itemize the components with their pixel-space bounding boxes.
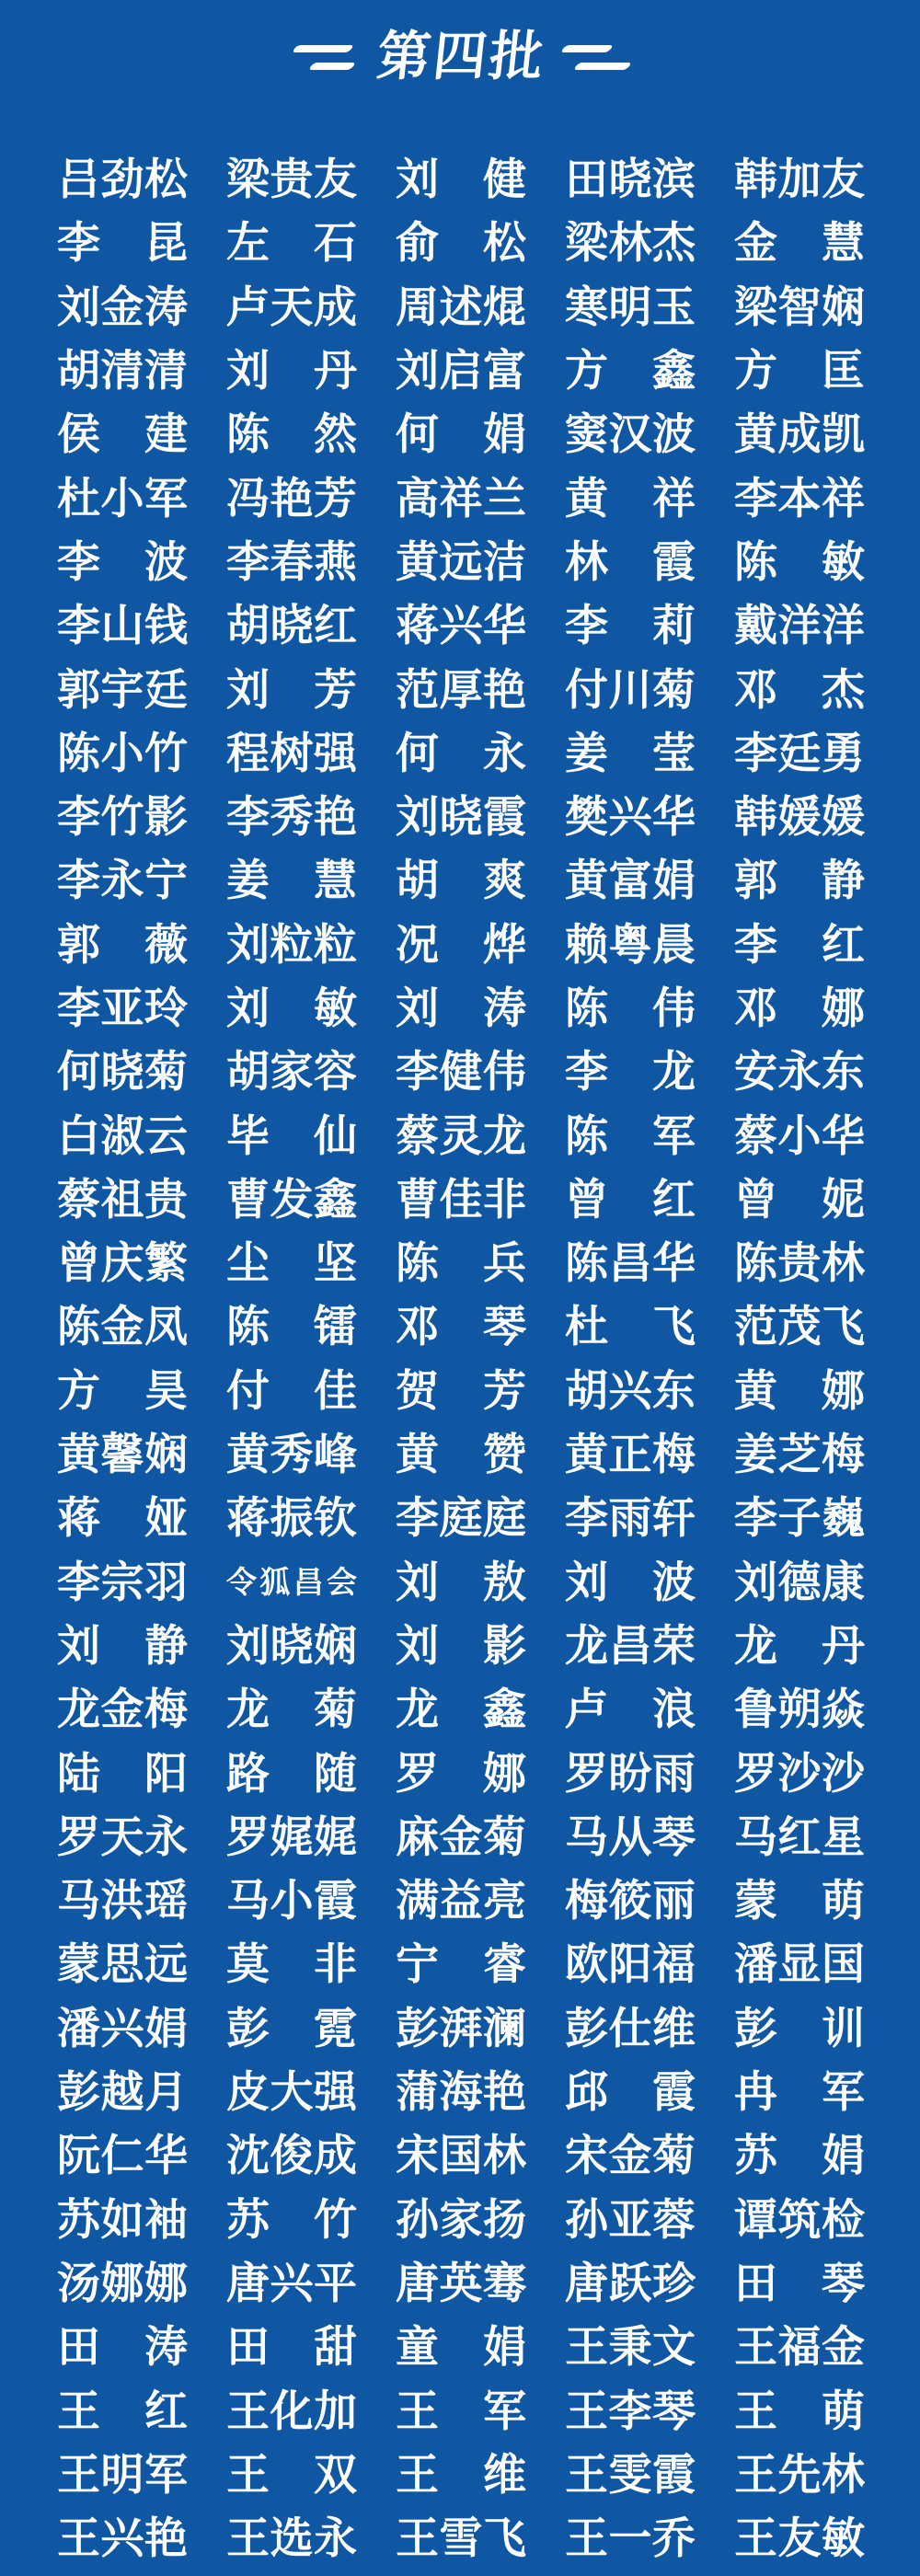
name-cell: 曾 妮 <box>734 1176 865 1225</box>
name-cell: 李 红 <box>734 921 865 970</box>
name-cell: 窦 汉 波 <box>565 411 696 460</box>
name-cell: 唐 跃 珍 <box>565 2260 696 2308</box>
name-cell: 李 龙 <box>565 1049 696 1098</box>
name-cell: 姜 莹 <box>565 730 696 778</box>
name-cell: 刘 丹 <box>226 348 357 397</box>
name-cell: 邓 娜 <box>734 985 865 1033</box>
name-cell: 王 李 琴 <box>565 2387 696 2436</box>
name-cell: 寒 明 玉 <box>565 283 696 332</box>
name-cell: 麻 金 菊 <box>396 1813 526 1862</box>
name-cell: 黄 正 梅 <box>565 1432 696 1480</box>
name-cell: 欧 阳 福 <box>565 1941 696 1990</box>
name-cell: 贺 芳 <box>396 1367 526 1416</box>
name-cell: 曾 庆 繁 <box>57 1240 188 1289</box>
name-cell: 苏 竹 <box>226 2196 357 2245</box>
name-cell: 王 萌 <box>734 2387 865 2436</box>
name-cell: 付 佳 <box>226 1367 357 1416</box>
name-cell: 罗 盼 雨 <box>565 1750 696 1799</box>
name-cell: 俞 松 <box>396 220 526 269</box>
name-cell: 陈 小 竹 <box>57 730 188 778</box>
name-cell: 马 洪 瑶 <box>57 1878 188 1926</box>
name-cell: 苏 娟 <box>734 2133 865 2181</box>
name-cell: 蒙 思 远 <box>57 1941 188 1990</box>
name-cell: 唐 兴 平 <box>226 2260 357 2308</box>
name-cell: 龙 菊 <box>226 1686 357 1735</box>
name-cell: 王 化 加 <box>226 2387 357 2436</box>
name-cell: 王 福 金 <box>734 2324 865 2373</box>
name-cell: 何 永 <box>396 730 526 778</box>
name-cell: 刘 德 康 <box>734 1558 865 1607</box>
name-cell: 胡 兴 东 <box>565 1367 696 1416</box>
name-cell: 蔡 灵 龙 <box>396 1112 526 1161</box>
page-title: 第四批 <box>374 27 549 86</box>
name-cell: 梁 贵 友 <box>226 156 357 205</box>
name-cell: 高 祥 兰 <box>396 475 526 523</box>
name-cell: 李 本 祥 <box>734 475 865 523</box>
name-cell: 邱 霞 <box>565 2069 696 2118</box>
name-cell: 潘 兴 娟 <box>57 2005 188 2053</box>
name-cell: 黄 赞 <box>396 1432 526 1480</box>
name-cell: 蒲 海 艳 <box>396 2069 526 2118</box>
name-cell: 彭 仕 维 <box>565 2005 696 2053</box>
name-cell: 李 宗 羽 <box>57 1558 188 1607</box>
name-cell: 罗 沙 沙 <box>734 1750 865 1799</box>
name-cell: 何 晓 菊 <box>57 1049 188 1098</box>
name-cell: 梁 林 杰 <box>565 220 696 269</box>
name-cell: 韩 媛 媛 <box>734 794 865 843</box>
name-cell: 杜 飞 <box>565 1304 696 1352</box>
speed-lines-right-icon <box>569 45 622 70</box>
name-cell: 童 娟 <box>396 2324 526 2373</box>
name-cell: 龙 鑫 <box>396 1686 526 1735</box>
name-cell: 田 琴 <box>734 2260 865 2308</box>
name-cell: 王 兴 艳 <box>57 2515 188 2564</box>
name-cell: 李 廷 勇 <box>734 730 865 778</box>
name-cell: 刘 波 <box>565 1558 696 1607</box>
name-cell: 莫 非 <box>226 1941 357 1990</box>
name-cell: 阮 仁 华 <box>57 2133 188 2181</box>
name-cell: 戴 洋 洋 <box>734 603 865 651</box>
name-cell: 龙 昌 荣 <box>565 1622 696 1671</box>
name-cell: 胡 晓 红 <box>226 603 357 651</box>
name-cell: 吕 劲 松 <box>57 156 188 205</box>
name-cell: 况 烨 <box>396 921 526 970</box>
name-cell: 何 娟 <box>396 411 526 460</box>
header <box>0 0 920 105</box>
name-cell: 尘 坚 <box>226 1240 357 1289</box>
name-cell: 陈 伟 <box>565 985 696 1033</box>
name-cell: 王 军 <box>396 2387 526 2436</box>
name-cell: 王 先 林 <box>734 2451 865 2500</box>
name-cell: 方 鑫 <box>565 348 696 397</box>
name-cell: 李 山 钱 <box>57 603 188 651</box>
name-cell: 刘 晓 娴 <box>226 1622 357 1671</box>
name-cell: 周 述 焜 <box>396 283 526 332</box>
batch-title <box>298 27 621 86</box>
name-cell: 满 益 亮 <box>396 1878 526 1926</box>
name-cell: 蒋 娅 <box>57 1495 188 1544</box>
name-cell: 左 石 <box>226 220 357 269</box>
name-cell: 刘 敏 <box>226 985 357 1033</box>
name-cell: 令 狐 昌 会 <box>226 1566 357 1600</box>
name-cell: 陈 金 凤 <box>57 1304 188 1352</box>
name-cell: 安 永 东 <box>734 1049 865 1098</box>
name-cell: 王 红 <box>57 2387 188 2436</box>
name-cell: 姜 慧 <box>226 857 357 906</box>
name-cell: 沈 俊 成 <box>226 2133 357 2181</box>
name-cell: 蔡 小 华 <box>734 1112 865 1161</box>
name-cell: 李 波 <box>57 538 188 587</box>
name-cell: 彭 训 <box>734 2005 865 2053</box>
name-cell: 李 雨 轩 <box>565 1495 696 1544</box>
name-cell: 王 一 乔 <box>565 2515 696 2564</box>
name-cell: 唐 英 骞 <box>396 2260 526 2308</box>
name-grid <box>57 149 865 2571</box>
name-cell: 林 霞 <box>565 538 696 587</box>
name-cell: 蔡 祖 贵 <box>57 1176 188 1225</box>
name-cell: 胡 爽 <box>396 857 526 906</box>
name-cell: 黄 馨 娴 <box>57 1432 188 1480</box>
name-cell: 陆 阳 <box>57 1750 188 1799</box>
name-cell: 白 淑 云 <box>57 1112 188 1161</box>
name-cell: 刘 芳 <box>226 666 357 715</box>
name-cell: 马 小 霞 <box>226 1878 357 1926</box>
name-cell: 姜 芝 梅 <box>734 1432 865 1480</box>
name-cell: 孙 亚 蓉 <box>565 2196 696 2245</box>
name-cell: 王 选 永 <box>226 2515 357 2564</box>
name-cell: 马 红 星 <box>734 1813 865 1862</box>
name-cell: 田 涛 <box>57 2324 188 2373</box>
name-cell: 宋 金 菊 <box>565 2133 696 2181</box>
name-cell: 皮 大 强 <box>226 2069 357 2118</box>
name-cell: 冉 军 <box>734 2069 865 2118</box>
name-cell: 宁 睿 <box>396 1941 526 1990</box>
name-cell: 田 甜 <box>226 2324 357 2373</box>
name-cell: 王 明 军 <box>57 2451 188 2500</box>
name-cell: 黄 娜 <box>734 1367 865 1416</box>
name-cell: 潘 显 国 <box>734 1941 865 1990</box>
name-cell: 付 川 菊 <box>565 666 696 715</box>
name-cell: 邓 杰 <box>734 666 865 715</box>
name-cell: 罗 娓 娓 <box>226 1813 357 1862</box>
name-cell: 郭 薇 <box>57 921 188 970</box>
name-cell: 刘 启 富 <box>396 348 526 397</box>
name-cell: 韩 加 友 <box>734 156 865 205</box>
name-cell: 方 匡 <box>734 348 865 397</box>
name-cell: 邓 琴 <box>396 1304 526 1352</box>
name-cell: 胡 清 清 <box>57 348 188 397</box>
name-cell: 曹 发 鑫 <box>226 1176 357 1225</box>
speed-lines-left-icon <box>298 45 355 70</box>
name-cell: 彭 湃 澜 <box>396 2005 526 2053</box>
name-cell: 胡 家 容 <box>226 1049 357 1098</box>
name-cell: 范 厚 艳 <box>396 666 526 715</box>
name-cell: 鲁 朔 焱 <box>734 1686 865 1735</box>
name-cell: 谭 筑 检 <box>734 2196 865 2245</box>
name-cell: 杜 小 军 <box>57 475 188 523</box>
name-cell: 梅 筱 丽 <box>565 1878 696 1926</box>
name-cell: 陈 镭 <box>226 1304 357 1352</box>
name-cell: 曹 佳 非 <box>396 1176 526 1225</box>
name-cell: 樊 兴 华 <box>565 794 696 843</box>
name-cell: 刘 健 <box>396 156 526 205</box>
name-cell: 刘 静 <box>57 1622 188 1671</box>
name-cell: 刘 晓 霞 <box>396 794 526 843</box>
name-cell: 刘 金 涛 <box>57 283 188 332</box>
name-cell: 黄 成 凯 <box>734 411 865 460</box>
name-cell: 李 永 宁 <box>57 857 188 906</box>
name-cell: 陈 军 <box>565 1112 696 1161</box>
name-cell: 马 从 琴 <box>565 1813 696 1862</box>
name-cell: 梁 智 娴 <box>734 283 865 332</box>
name-cell: 曾 红 <box>565 1176 696 1225</box>
name-cell: 苏 如 袖 <box>57 2196 188 2245</box>
name-cell: 王 双 <box>226 2451 357 2500</box>
name-cell: 王 雪 飞 <box>396 2515 526 2564</box>
name-cell: 陈 然 <box>226 411 357 460</box>
name-cell: 李 庭 庭 <box>396 1495 526 1544</box>
name-cell: 刘 敖 <box>396 1558 526 1607</box>
name-cell: 黄 远 洁 <box>396 538 526 587</box>
name-cell: 陈 昌 华 <box>565 1240 696 1289</box>
name-cell: 郭 静 <box>734 857 865 906</box>
name-cell: 罗 娜 <box>396 1750 526 1799</box>
name-cell: 龙 金 梅 <box>57 1686 188 1735</box>
name-cell: 李 竹 影 <box>57 794 188 843</box>
name-cell: 蒋 振 钦 <box>226 1495 357 1544</box>
name-cell: 彭 霓 <box>226 2005 357 2053</box>
name-cell: 侯 建 <box>57 411 188 460</box>
name-cell: 刘 影 <box>396 1622 526 1671</box>
name-cell: 陈 敏 <box>734 538 865 587</box>
name-cell: 田 晓 滨 <box>565 156 696 205</box>
name-cell: 路 随 <box>226 1750 357 1799</box>
name-cell: 方 昊 <box>57 1367 188 1416</box>
name-cell: 蒙 萌 <box>734 1878 865 1926</box>
name-cell: 李 春 燕 <box>226 538 357 587</box>
name-cell: 刘 涛 <box>396 985 526 1033</box>
name-cell: 王 友 敏 <box>734 2515 865 2564</box>
name-cell: 毕 仙 <box>226 1112 357 1161</box>
name-cell: 黄 祥 <box>565 475 696 523</box>
name-cell: 王 雯 霞 <box>565 2451 696 2500</box>
name-cell: 李 昆 <box>57 220 188 269</box>
name-cell: 李 健 伟 <box>396 1049 526 1098</box>
name-cell: 卢 天 成 <box>226 283 357 332</box>
name-cell: 蒋 兴 华 <box>396 603 526 651</box>
name-cell: 陈 兵 <box>396 1240 526 1289</box>
name-cell: 卢 浪 <box>565 1686 696 1735</box>
name-cell: 李 秀 艳 <box>226 794 357 843</box>
name-cell: 宋 国 林 <box>396 2133 526 2181</box>
name-cell: 冯 艳 芳 <box>226 475 357 523</box>
name-cell: 彭 越 月 <box>57 2069 188 2118</box>
name-cell: 龙 丹 <box>734 1622 865 1671</box>
name-cell: 郭 宇 廷 <box>57 666 188 715</box>
name-cell: 王 秉 文 <box>565 2324 696 2373</box>
name-cell: 赖 粤 晨 <box>565 921 696 970</box>
name-cell: 刘 粒 粒 <box>226 921 357 970</box>
name-cell: 李 莉 <box>565 603 696 651</box>
name-cell: 王 维 <box>396 2451 526 2500</box>
name-cell: 范 茂 飞 <box>734 1304 865 1352</box>
name-cell: 孙 家 扬 <box>396 2196 526 2245</box>
name-cell: 陈 贵 林 <box>734 1240 865 1289</box>
name-cell: 黄 富 娟 <box>565 857 696 906</box>
name-cell: 罗 天 永 <box>57 1813 188 1862</box>
name-cell: 黄 秀 峰 <box>226 1432 357 1480</box>
name-cell: 金 慧 <box>734 220 865 269</box>
name-cell: 李 子 巍 <box>734 1495 865 1544</box>
name-cell: 程 树 强 <box>226 730 357 778</box>
name-cell: 李 亚 玲 <box>57 985 188 1033</box>
name-cell: 汤 娜 娜 <box>57 2260 188 2308</box>
